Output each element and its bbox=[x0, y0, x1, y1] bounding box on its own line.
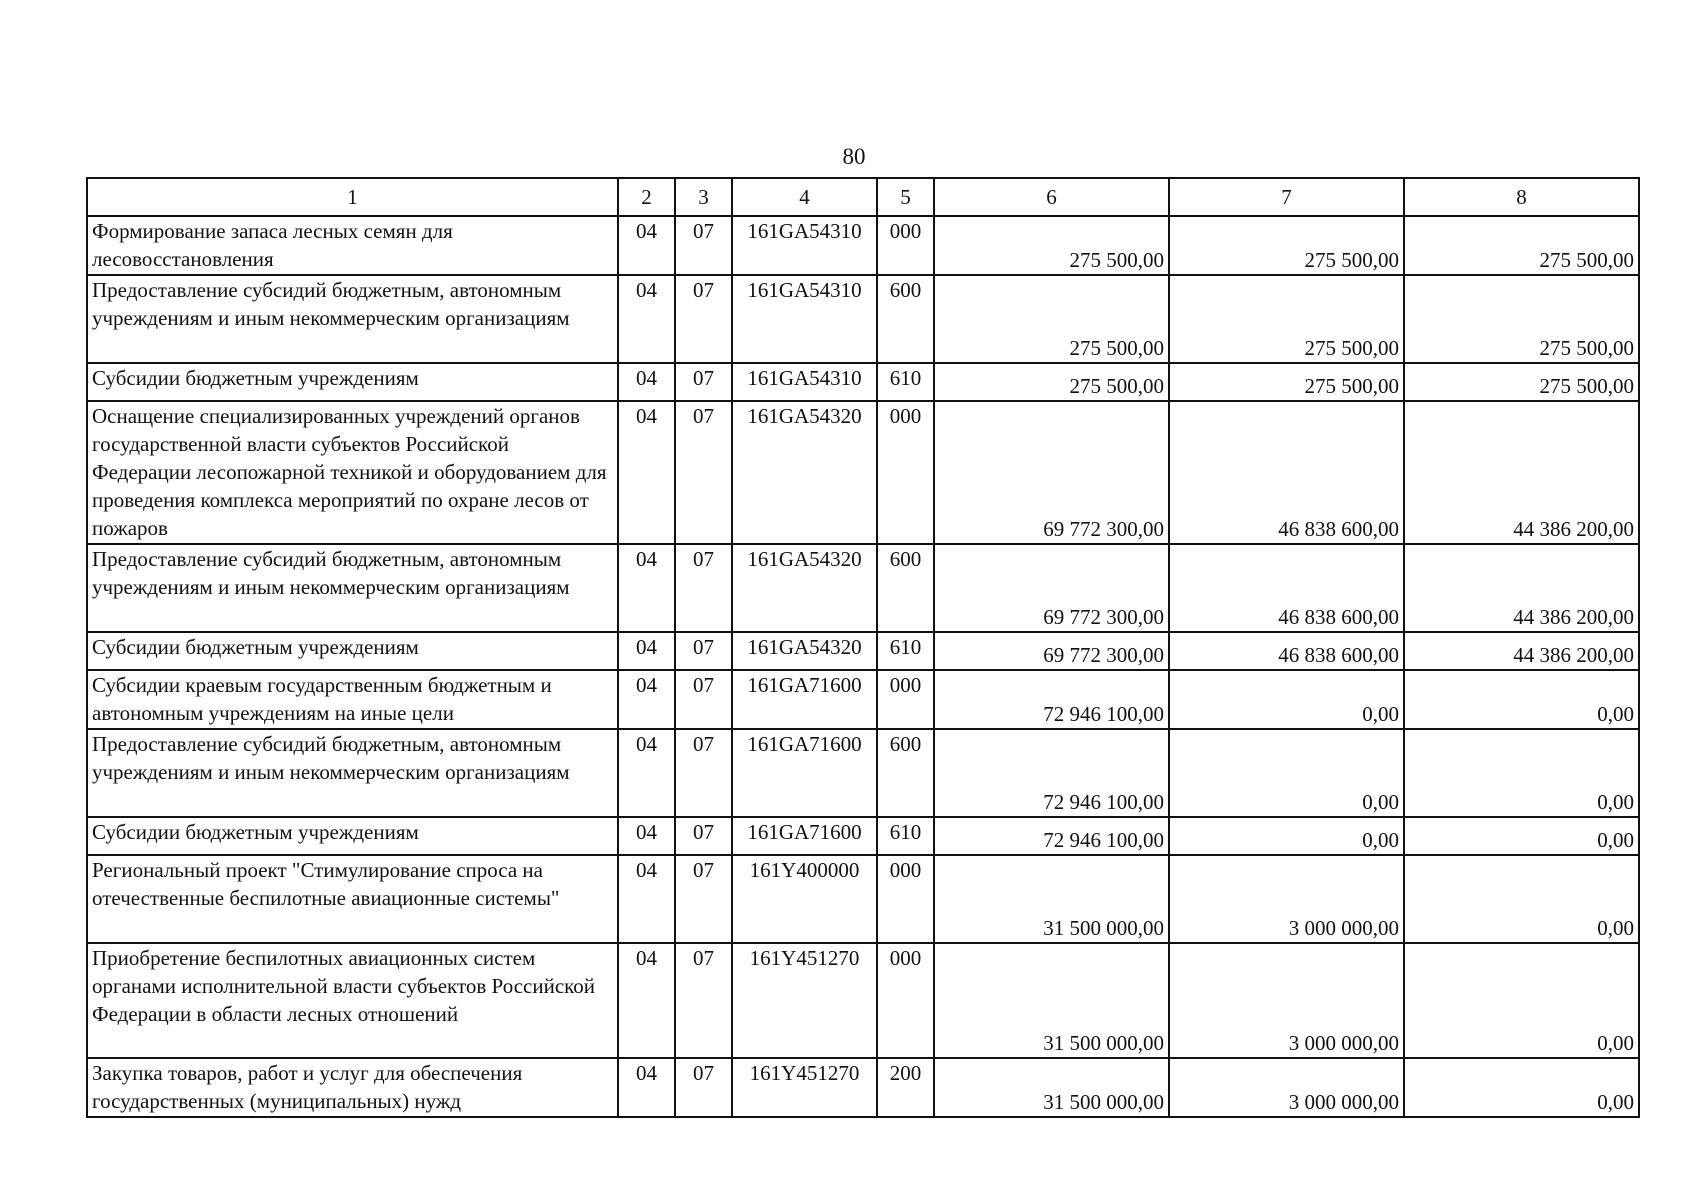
budget-table bbox=[86, 177, 1640, 1118]
target-article-code: 161GA54310 bbox=[732, 275, 877, 363]
subsection-code: 07 bbox=[675, 544, 732, 632]
subsection-code: 07 bbox=[675, 1058, 732, 1117]
amount-col-7: 46 838 600,00 bbox=[1169, 544, 1404, 632]
subsection-code: 07 bbox=[675, 729, 732, 817]
table-row bbox=[87, 855, 1639, 943]
target-article-code: 161GA71600 bbox=[732, 729, 877, 817]
expense-type-code: 600 bbox=[877, 544, 934, 632]
table-row bbox=[87, 363, 1639, 401]
amount-col-6: 31 500 000,00 bbox=[934, 943, 1169, 1058]
amount-col-7: 46 838 600,00 bbox=[1169, 401, 1404, 544]
expense-type-code: 600 bbox=[877, 275, 934, 363]
target-article-code: 161GA54320 bbox=[732, 544, 877, 632]
amount-col-8: 0,00 bbox=[1404, 729, 1639, 817]
section-code: 04 bbox=[618, 817, 675, 855]
amount-col-7: 275 500,00 bbox=[1169, 363, 1404, 401]
amount-col-6: 275 500,00 bbox=[934, 363, 1169, 401]
subsection-code: 07 bbox=[675, 943, 732, 1058]
table-row bbox=[87, 670, 1639, 729]
expense-type-code: 000 bbox=[877, 216, 934, 275]
section-code: 04 bbox=[618, 855, 675, 943]
subsection-code: 07 bbox=[675, 855, 732, 943]
section-code: 04 bbox=[618, 943, 675, 1058]
target-article-code: 161Y400000 bbox=[732, 855, 877, 943]
amount-col-7: 275 500,00 bbox=[1169, 275, 1404, 363]
row-name: Предоставление субсидий бюджетным, автономным учреждениям и иным некоммерческим организациям bbox=[87, 275, 618, 363]
amount-col-8: 275 500,00 bbox=[1404, 216, 1639, 275]
column-header: 6 bbox=[934, 178, 1169, 216]
expense-type-code: 610 bbox=[877, 632, 934, 670]
amount-col-8: 0,00 bbox=[1404, 817, 1639, 855]
row-name: Предоставление субсидий бюджетным, автономным учреждениям и иным некоммерческим организациям bbox=[87, 544, 618, 632]
table-row bbox=[87, 1058, 1639, 1117]
expense-type-code: 600 bbox=[877, 729, 934, 817]
section-code: 04 bbox=[618, 401, 675, 544]
subsection-code: 07 bbox=[675, 632, 732, 670]
column-header: 5 bbox=[877, 178, 934, 216]
page-number: 80 bbox=[842, 144, 866, 169]
expense-type-code: 000 bbox=[877, 943, 934, 1058]
section-code: 04 bbox=[618, 216, 675, 275]
amount-col-7: 0,00 bbox=[1169, 817, 1404, 855]
amount-col-6: 69 772 300,00 bbox=[934, 544, 1169, 632]
header-row bbox=[87, 178, 1639, 216]
target-article-code: 161GA54310 bbox=[732, 216, 877, 275]
column-header: 8 bbox=[1404, 178, 1639, 216]
section-code: 04 bbox=[618, 1058, 675, 1117]
target-article-code: 161Y451270 bbox=[732, 1058, 877, 1117]
row-name: Региональный проект "Стимулирование спроса на отечественные беспилотные авиационные системы" bbox=[87, 855, 618, 943]
amount-col-8: 0,00 bbox=[1404, 943, 1639, 1058]
amount-col-7: 0,00 bbox=[1169, 670, 1404, 729]
subsection-code: 07 bbox=[675, 216, 732, 275]
target-article-code: 161Y451270 bbox=[732, 943, 877, 1058]
target-article-code: 161GA71600 bbox=[732, 670, 877, 729]
amount-col-7: 0,00 bbox=[1169, 729, 1404, 817]
amount-col-6: 69 772 300,00 bbox=[934, 401, 1169, 544]
amount-col-6: 31 500 000,00 bbox=[934, 855, 1169, 943]
table-row bbox=[87, 275, 1639, 363]
amount-col-8: 0,00 bbox=[1404, 855, 1639, 943]
expense-type-code: 000 bbox=[877, 670, 934, 729]
expense-type-code: 610 bbox=[877, 817, 934, 855]
expense-type-code: 200 bbox=[877, 1058, 934, 1117]
column-header: 7 bbox=[1169, 178, 1404, 216]
section-code: 04 bbox=[618, 670, 675, 729]
expense-type-code: 000 bbox=[877, 401, 934, 544]
target-article-code: 161GA54320 bbox=[732, 632, 877, 670]
section-code: 04 bbox=[618, 544, 675, 632]
row-name: Субсидии бюджетным учреждениям bbox=[87, 632, 618, 670]
expense-type-code: 610 bbox=[877, 363, 934, 401]
row-name: Субсидии бюджетным учреждениям bbox=[87, 363, 618, 401]
table-row bbox=[87, 817, 1639, 855]
amount-col-6: 69 772 300,00 bbox=[934, 632, 1169, 670]
amount-col-8: 275 500,00 bbox=[1404, 363, 1639, 401]
amount-col-7: 3 000 000,00 bbox=[1169, 855, 1404, 943]
subsection-code: 07 bbox=[675, 670, 732, 729]
section-code: 04 bbox=[618, 363, 675, 401]
row-name: Приобретение беспилотных авиационных систем органами исполнительной власти субъектов Российской Федерации в области лесных отношений bbox=[87, 943, 618, 1058]
row-name: Субсидии краевым государственным бюджетным и автономным учреждениям на иные цели bbox=[87, 670, 618, 729]
expense-type-code: 000 bbox=[877, 855, 934, 943]
amount-col-7: 3 000 000,00 bbox=[1169, 1058, 1404, 1117]
table-row bbox=[87, 632, 1639, 670]
column-header: 1 bbox=[87, 178, 618, 216]
row-name: Оснащение специализированных учреждений органов государственной власти субъектов Российской Федерации лесопожарной техникой и оборудованием для проведения комплекса мероприятий по охране лесов от пожаров bbox=[87, 401, 618, 544]
column-header: 2 bbox=[618, 178, 675, 216]
amount-col-7: 46 838 600,00 bbox=[1169, 632, 1404, 670]
column-header: 3 bbox=[675, 178, 732, 216]
row-name: Формирование запаса лесных семян для лесовосстановления bbox=[87, 216, 618, 275]
amount-col-8: 44 386 200,00 bbox=[1404, 632, 1639, 670]
amount-col-7: 275 500,00 bbox=[1169, 216, 1404, 275]
target-article-code: 161GA54320 bbox=[732, 401, 877, 544]
subsection-code: 07 bbox=[675, 401, 732, 544]
amount-col-8: 44 386 200,00 bbox=[1404, 544, 1639, 632]
amount-col-6: 72 946 100,00 bbox=[934, 817, 1169, 855]
table-row bbox=[87, 216, 1639, 275]
amount-col-6: 275 500,00 bbox=[934, 275, 1169, 363]
table-row bbox=[87, 729, 1639, 817]
row-name: Предоставление субсидий бюджетным, автономным учреждениям и иным некоммерческим организациям bbox=[87, 729, 618, 817]
amount-col-6: 275 500,00 bbox=[934, 216, 1169, 275]
subsection-code: 07 bbox=[675, 363, 732, 401]
row-name: Закупка товаров, работ и услуг для обеспечения государственных (муниципальных) нужд bbox=[87, 1058, 618, 1117]
amount-col-7: 3 000 000,00 bbox=[1169, 943, 1404, 1058]
column-header: 4 bbox=[732, 178, 877, 216]
amount-col-8: 0,00 bbox=[1404, 1058, 1639, 1117]
amount-col-6: 72 946 100,00 bbox=[934, 670, 1169, 729]
table-row bbox=[87, 943, 1639, 1058]
table-row bbox=[87, 544, 1639, 632]
section-code: 04 bbox=[618, 632, 675, 670]
subsection-code: 07 bbox=[675, 275, 732, 363]
subsection-code: 07 bbox=[675, 817, 732, 855]
amount-col-8: 275 500,00 bbox=[1404, 275, 1639, 363]
target-article-code: 161GA54310 bbox=[732, 363, 877, 401]
table-row bbox=[87, 401, 1639, 544]
amount-col-6: 72 946 100,00 bbox=[934, 729, 1169, 817]
section-code: 04 bbox=[618, 729, 675, 817]
amount-col-6: 31 500 000,00 bbox=[934, 1058, 1169, 1117]
target-article-code: 161GA71600 bbox=[732, 817, 877, 855]
amount-col-8: 0,00 bbox=[1404, 670, 1639, 729]
amount-col-8: 44 386 200,00 bbox=[1404, 401, 1639, 544]
row-name: Субсидии бюджетным учреждениям bbox=[87, 817, 618, 855]
section-code: 04 bbox=[618, 275, 675, 363]
